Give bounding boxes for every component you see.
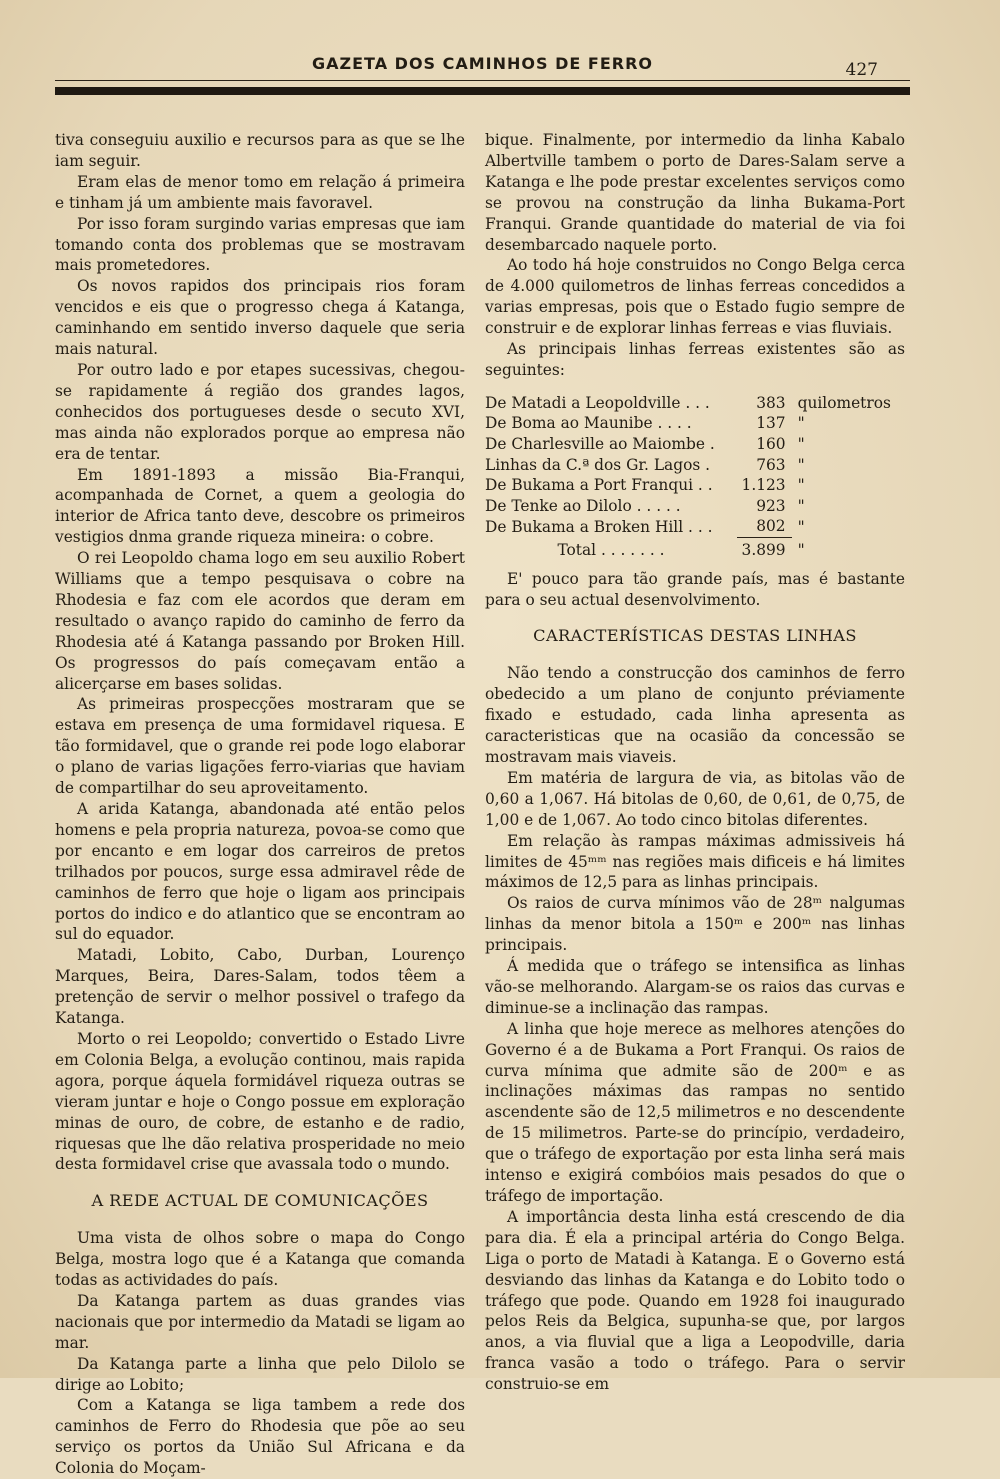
km-cell: 802 xyxy=(737,516,792,537)
paragraph: Uma vista de olhos sobre o mapa do Congo Belga, mostra logo que é a Katanga que comanda todas as actividades do país. xyxy=(55,1229,465,1290)
section-heading: CARACTERÍSTICAS DESTAS LINHAS xyxy=(533,626,857,646)
route-cell: De Bukama a Port Franqui . . xyxy=(485,476,713,495)
paragraph: Da Katanga partem as duas grandes vias nacionais que por intermedio da Matadi se ligam ao mar. xyxy=(55,1291,465,1352)
route-cell: De Charlesville ao Maiombe . xyxy=(485,435,715,454)
unit-cell: " xyxy=(797,517,805,536)
total-km: 3.899 xyxy=(741,541,786,560)
km-cell: 160 xyxy=(756,435,786,454)
paragraph: Em matéria de largura de via, as bitolas vão de 0,60 a 1,067. Há bitolas de 0,60, de 0,61, de 0,75, de 1,00 e de 1,067. Ao todo cinco bitolas diferentes. xyxy=(485,768,905,829)
paragraph: bique. Finalmente, por intermedio da linha Kabalo Albertville tambem o porto de Dares-Salam serve a Katanga e lhe pode prestar excelentes serviços como se provou na construção da linha Bukama-Port Franqui. Grande quantidade do material de via foi desembarcado naquele porto. xyxy=(485,131,905,254)
paragraph: A importância desta linha está crescendo de dia para dia. É ela a principal artéria do Congo Belga. Liga o porto de Matadi à Katanga. E o Governo está desviando das linhas da Katanga e do Lobito todo o tráfego que pode. Quando em 1928 foi inaugurado pelos Reis da Belgica, supunha-se que, por largos anos, a via fluvial que a liga a Leopodville, daria franca vasão a todo o tráfego. Para o servir construio-se em xyxy=(485,1207,905,1394)
paragraph: Por isso foram surgindo varias empresas que iam tomando conta dos problemas que se mostravam mais prometedores. xyxy=(55,214,465,275)
railway-lines-table xyxy=(485,393,905,561)
paragraph: A arida Katanga, abandonada até então pelos homens e pela propria natureza, povoa-se como que por encanto e em logar dos carreiros de pretos trilhados por poucos, surge essa admiravel rêde de caminhos de ferro que hoje o ligam aos principais portos do indico e do atlantico que se encontram ao sul do equador. xyxy=(55,800,465,944)
km-cell: 923 xyxy=(756,496,786,515)
paragraph: Por outro lado e por etapes sucessivas, chegou-se rapidamente á região dos grandes lagos, conhecidos dos portugueses desde o secuto XVI, mas ainda não explorados porque ao empresa não era de tentar. xyxy=(55,360,465,463)
table-total-row xyxy=(485,538,905,561)
route-cell: Linhas da C.ª dos Gr. Lagos . xyxy=(485,455,711,474)
paragraph: As primeiras prospecções mostraram que se estava em presença de uma formidavel riquesa. E tão formidavel, que o grande rei pode logo elaborar o plano de varias ligações ferro-viarias que haviam de compartilhar do seu aproveitamento. xyxy=(55,695,465,798)
paragraph: Os novos rapidos dos principais rios foram vencidos e eis que o progresso chega á Katanga, caminhando em sentido inverso daquele que seria mais natural. xyxy=(55,277,465,359)
table-row xyxy=(485,496,905,517)
km-cell: 137 xyxy=(756,414,786,433)
page-number: 427 xyxy=(845,60,878,80)
km-cell: 1.123 xyxy=(741,476,786,495)
header-rule-thick xyxy=(55,87,910,95)
paragraph: Em relação às rampas máximas admissiveis há limites de 45ᵐᵐ nas regiões mais dificeis e há limites máximos de 12,5 para as linhas principais. xyxy=(485,831,905,892)
unit-cell: " xyxy=(797,476,805,495)
table-row xyxy=(485,455,905,476)
publication-title: GAZETA DOS CAMINHOS DE FERRO xyxy=(311,54,653,73)
route-cell: De Tenke ao Dilolo . . . . . xyxy=(485,496,681,515)
paragraph: Da Katanga parte a linha que pelo Dilolo se dirige ao Lobito; xyxy=(55,1354,465,1394)
unit-cell: " xyxy=(797,414,805,433)
paragraph: O rei Leopoldo chama logo em seu auxilio Robert Williams que a tempo pesquisava o cobre na Rhodesia e faz com ele acordos que deram em resultado o avanço rapido do caminho de ferro da Rhodesia até á Katanga passando por Broken Hill. Os progressos do país começavam então a alicerçarse em bases solidas. xyxy=(55,549,465,693)
table-row xyxy=(485,475,905,496)
paragraph: Em 1891-1893 a missão Bia-Franqui, acompanhada de Cornet, a quem a geologia do interior de Africa tanto deve, descobre os primeiros vestigios dnma grande riqueza mineira: o cobre. xyxy=(55,465,465,547)
paragraph: Matadi, Lobito, Cabo, Durban, Lourenço Marques, Beira, Dares-Salam, todos têem a pretenção de servir o melhor possivel o trafego da Katanga. xyxy=(55,946,465,1028)
paragraph: Á medida que o tráfego se intensifica as linhas vão-se melhorando. Alargam-se os raios das curvas e diminue-se a inclinação das rampas. xyxy=(485,957,905,1017)
unit-cell: quilometros xyxy=(797,393,891,412)
unit-cell: " xyxy=(797,455,805,474)
left-column xyxy=(55,130,465,1479)
table-row xyxy=(485,413,905,434)
header-rule-thin xyxy=(55,80,910,81)
page-header xyxy=(55,50,910,80)
paragraph: Com a Katanga se liga tambem a rede dos caminhos de Ferro do Rhodesia que põe ao seu serviço os portos da União Sul Africana e da Colonia do Moçam- xyxy=(55,1396,465,1478)
route-cell: De Bukama a Broken Hill . . . xyxy=(485,517,713,536)
total-label: Total . . . . . . . xyxy=(557,540,665,559)
route-cell: De Matadi a Leopoldville . . . xyxy=(485,393,710,412)
paragraph: Eram elas de menor tomo em relação á primeira e tinham já um ambiente mais favoravel. xyxy=(55,172,465,212)
paragraph: As principais linhas ferreas existentes são as seguintes: xyxy=(485,340,905,379)
paragraph: Os raios de curva mínimos vão de 28ᵐ nalgumas linhas da menor bitola a 150ᵐ e 200ᵐ nas linhas principais. xyxy=(485,894,905,955)
paragraph: A linha que hoje merece as melhores atenções do Governo é a de Bukama a Port Franqui. Os raios de curva mínima que admite são de 200ᵐ e as inclinações máximas das rampas no sentido ascendente são de 12,5 milimetros e no descendente de 15 milimetros. Parte-se do princípio, verdadeiro, que o tráfego de exportação por esta linha será mais intenso e exigirá combóios mais pesados do que o tráfego de importação. xyxy=(485,1019,905,1205)
right-column xyxy=(485,130,905,1395)
paragraph: Ao todo há hoje construidos no Congo Belga cerca de 4.000 quilometros de linhas ferreas concedidos a varias empresas, pois que o Estado fugio sempre de construir e de explorar linhas ferreas e vias fluviais. xyxy=(485,256,905,338)
paragraph: Morto o rei Leopoldo; convertido o Estado Livre em Colonia Belga, a evolução continou, mais rapida agora, porque áquela formidável riqueza outras se vieram juntar e hoje o Congo possue em exploração minas de ouro, de cobre, de estanho e de radio, riquesas que lhe dão relativa prosperidade no meio desta formidavel crise que avassala todo o mundo. xyxy=(55,1029,465,1174)
unit-cell: " xyxy=(797,435,805,454)
paragraph: Não tendo a construcção dos caminhos de ferro obedecido a um plano de conjunto préviamente fixado e estudado, cada linha apresenta as caracteristicas que na ocasião da concessão se mostravam mais viaveis. xyxy=(485,664,905,766)
table-row xyxy=(485,434,905,455)
table-row xyxy=(485,393,905,414)
section-heading: A REDE ACTUAL DE COMUNICAÇÕES xyxy=(91,1191,429,1211)
total-unit: " xyxy=(797,540,805,559)
paragraph: tiva conseguiu auxilio e recursos para as que se lhe iam seguir. xyxy=(55,131,465,170)
unit-cell: " xyxy=(797,496,805,515)
km-cell: 763 xyxy=(756,455,786,474)
route-cell: De Boma ao Maunibe . . . . xyxy=(485,414,692,433)
table-row xyxy=(485,516,905,537)
km-cell: 383 xyxy=(756,393,786,412)
paragraph: E' pouco para tão grande país, mas é bastante para o seu actual desenvolvimento. xyxy=(485,569,905,609)
